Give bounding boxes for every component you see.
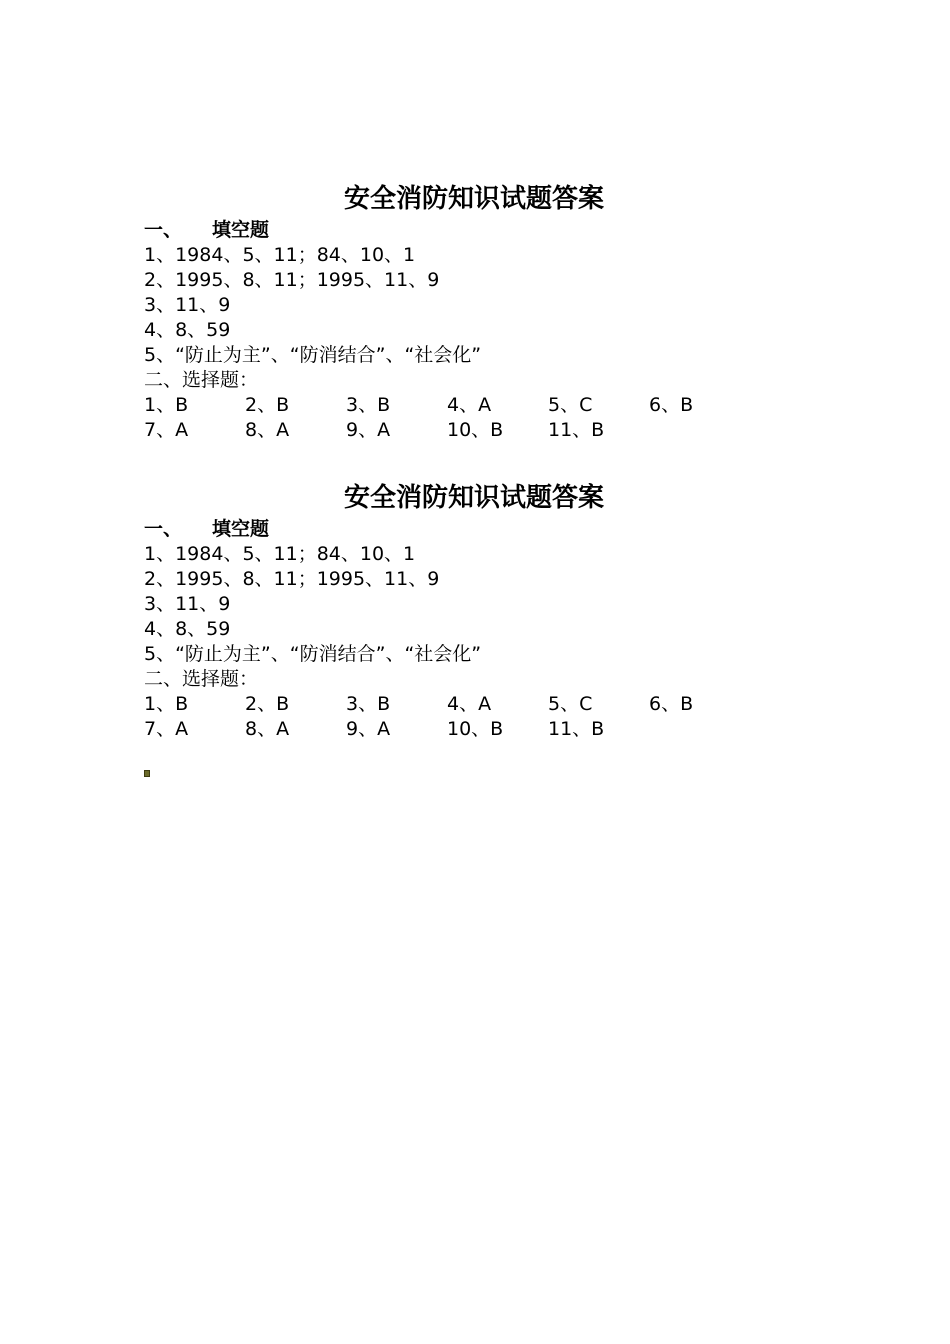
choice-answer: 1、B — [144, 693, 189, 715]
choice-answer: 8、A — [245, 718, 290, 740]
fill-answer-3: 3、11、9 — [144, 593, 231, 615]
answer-sheet-2 — [144, 479, 804, 742]
fill-answer-1: 1、1984、5、11；84、10、1 — [144, 543, 416, 565]
choice-answers-row-2 — [144, 717, 804, 742]
fill-answer-2: 2、1995、8、11；1995、11、9 — [144, 269, 440, 291]
choice-answer: 3、B — [346, 394, 391, 416]
section-heading-fill-in — [144, 218, 804, 243]
choice-answers-row-2 — [144, 418, 804, 443]
answer-sheet-1 — [144, 180, 804, 443]
choice-answer: 1、B — [144, 394, 189, 416]
choice-answer: 3、B — [346, 693, 391, 715]
choice-answer: 9、A — [346, 718, 391, 740]
section-number: 一、 — [144, 219, 183, 241]
section-heading-fill-in — [144, 517, 804, 542]
choice-answer: 10、B — [447, 718, 504, 740]
choice-answer: 9、A — [346, 419, 391, 441]
choice-answer: 5、C — [548, 394, 593, 416]
document-title: 安全消防知识试题答案 — [343, 483, 604, 513]
choice-answer: 4、A — [447, 693, 492, 715]
fill-answer-4: 4、8、59 — [144, 319, 231, 341]
choice-answers-row-1 — [144, 393, 804, 418]
fill-answer-3: 3、11、9 — [144, 294, 231, 316]
section-number: 一、 — [144, 518, 183, 540]
section-heading-choice: 二、选择题： — [144, 668, 259, 690]
choice-answer: 10、B — [447, 419, 504, 441]
fill-answer-2: 2、1995、8、11；1995、11、9 — [144, 568, 440, 590]
section-title: 填空题 — [212, 518, 270, 540]
choice-answer: 8、A — [245, 419, 290, 441]
choice-answer: 4、A — [447, 394, 492, 416]
document-title: 安全消防知识试题答案 — [343, 184, 604, 214]
choice-answer: 7、A — [144, 718, 189, 740]
choice-answer: 5、C — [548, 693, 593, 715]
fill-answer-5: 5、“防止为主”、“防消结合”、“社会化” — [144, 643, 482, 665]
choice-answers-row-1 — [144, 692, 804, 717]
choice-answer: 7、A — [144, 419, 189, 441]
choice-answer: 2、B — [245, 394, 290, 416]
fill-answer-4: 4、8、59 — [144, 618, 231, 640]
choice-answer: 11、B — [548, 718, 605, 740]
section-title: 填空题 — [212, 219, 270, 241]
choice-answer: 6、B — [649, 394, 694, 416]
fill-answer-5: 5、“防止为主”、“防消结合”、“社会化” — [144, 344, 482, 366]
choice-answer: 2、B — [245, 693, 290, 715]
choice-answer: 6、B — [649, 693, 694, 715]
small-image-mark — [144, 770, 150, 777]
fill-answer-1: 1、1984、5、11；84、10、1 — [144, 244, 416, 266]
section-heading-choice: 二、选择题： — [144, 369, 259, 391]
choice-answer: 11、B — [548, 419, 605, 441]
